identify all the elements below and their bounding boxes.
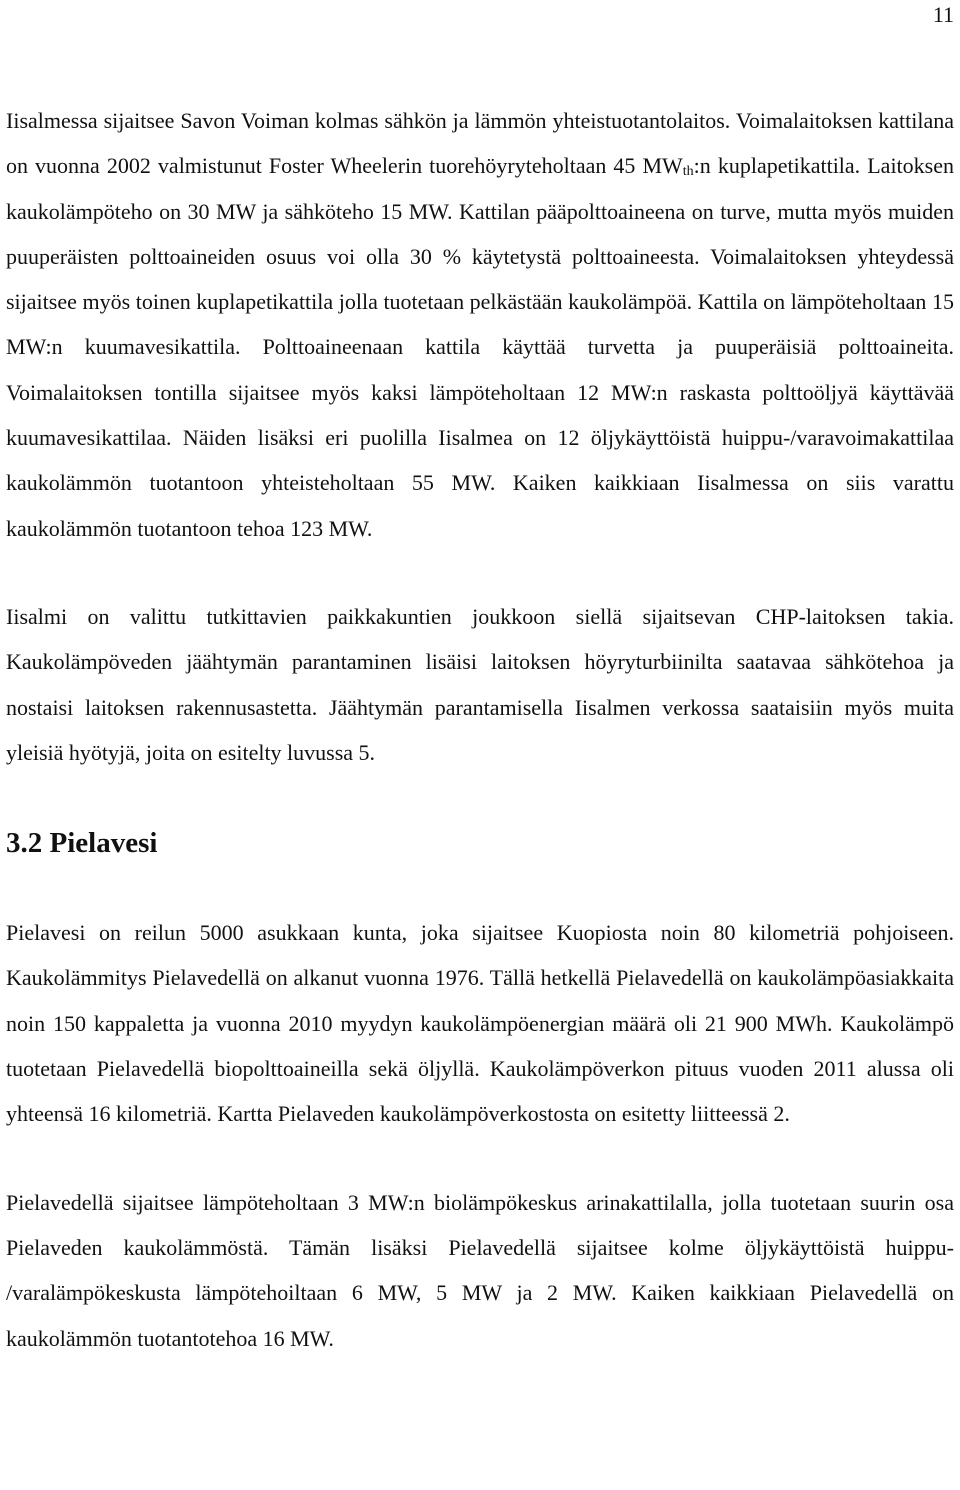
paragraph-text: Iisalmessa sijaitsee Savon Voiman kolmas sähkön ja lämmön yhteistuotantolaitos. Voimalaitoksen kattilana on vuonna 2002 valmistunut Foster Wheelerin tuorehöyryteholtaan 45 MW <box>6 108 954 179</box>
paragraph-iisalmi-selection: Iisalmi on valittu tutkittavien paikkakuntien joukkoon siellä sijaitsevan CHP-laitoksen takia. Kaukolämpöveden jäähtymän parantaminen lisäisi laitoksen höyryturbiinilta saatavaa sähkötehoa ja nostaisi laitoksen rakennusastetta. Jäähtymän parantamisella Iisalmen verkossa saataisiin myös muita yleisiä hyötyjä, joita on esitelty luvussa 5. <box>6 603 954 765</box>
subscript-th: th <box>682 164 694 180</box>
page-number: 11 <box>932 2 954 27</box>
paragraph-pielavesi-plants: Pielavedellä sijaitsee lämpöteholtaan 3 MW:n biolämpökeskus arinakattilalla, jolla tuotetaan suurin osa Pielaveden kaukolämmöstä. Tämän lisäksi Pielavedellä sijaitsee kolme öljykäyttöistä huippu- /varalämpökeskusta lämpötehoiltaan 6 MW, 5 MW ja 2 MW. Kaiken kaikkiaan Pielavedellä on kaukolämmön tuotantotehoa 16 MW. <box>6 1189 954 1351</box>
document-body <box>6 98 954 1361</box>
paragraph-text: :n kuplapetikattila. Laitoksen kaukolämpöteho on 30 MW ja sähköteho 15 MW. Kattilan pääpolttoaineena on turve, mutta myös muiden puuperäisten polttoaineiden osuus voi olla 30 % käytetystä polttoaineesta. Voimalaitoksen yhteydessä sijaitsee myös toinen kuplapetikattila jolla tuotetaan pelkästään kaukolämpöä. Kattila on lämpöteholtaan 15 MW:n kuumavesikattila. Polttoaineenaan kattila käyttää turvetta ja puuperäisiä polttoaineita. Voimalaitoksen tontilla sijaitsee myös kaksi lämpöteholtaan 12 MW:n raskasta polttoöljyä käyttävää kuumavesikattilaa. Näiden lisäksi eri puolilla Iisalmea on 12 öljykäyttöistä huippu-/varavoimakattilaa kaukolämmön tuotantoon yhteisteholtaan 55 MW. Kaiken kaikkiaan Iisalmessa on siis varattu kaukolämmön tuotantoon tehoa 123 MW. <box>6 153 954 541</box>
paragraph-pielavesi-intro: Pielavesi on reilun 5000 asukkaan kunta, joka sijaitsee Kuopiosta noin 80 kilometriä pohjoiseen. Kaukolämmitys Pielavedellä on alkanut vuonna 1976. Tällä hetkellä Pielavedellä on kaukolämpöasiakkaita noin 150 kappaletta ja vuonna 2010 myydyn kaukolämpöenergian määrä oli 21 900 MWh. Kaukolämpö tuotetaan Pielavedellä biopolttoaineilla sekä öljyllä. Kaukolämpöverkon pituus vuoden 2011 alussa oli yhteensä 16 kilometriä. Kartta Pielaveden kaukolämpöverkostosta on esitetty liitteessä 2. <box>6 920 954 1127</box>
section-heading-pielavesi: 3.2 Pielavesi <box>6 827 158 860</box>
paragraph-iisalmi-plant <box>6 98 954 551</box>
